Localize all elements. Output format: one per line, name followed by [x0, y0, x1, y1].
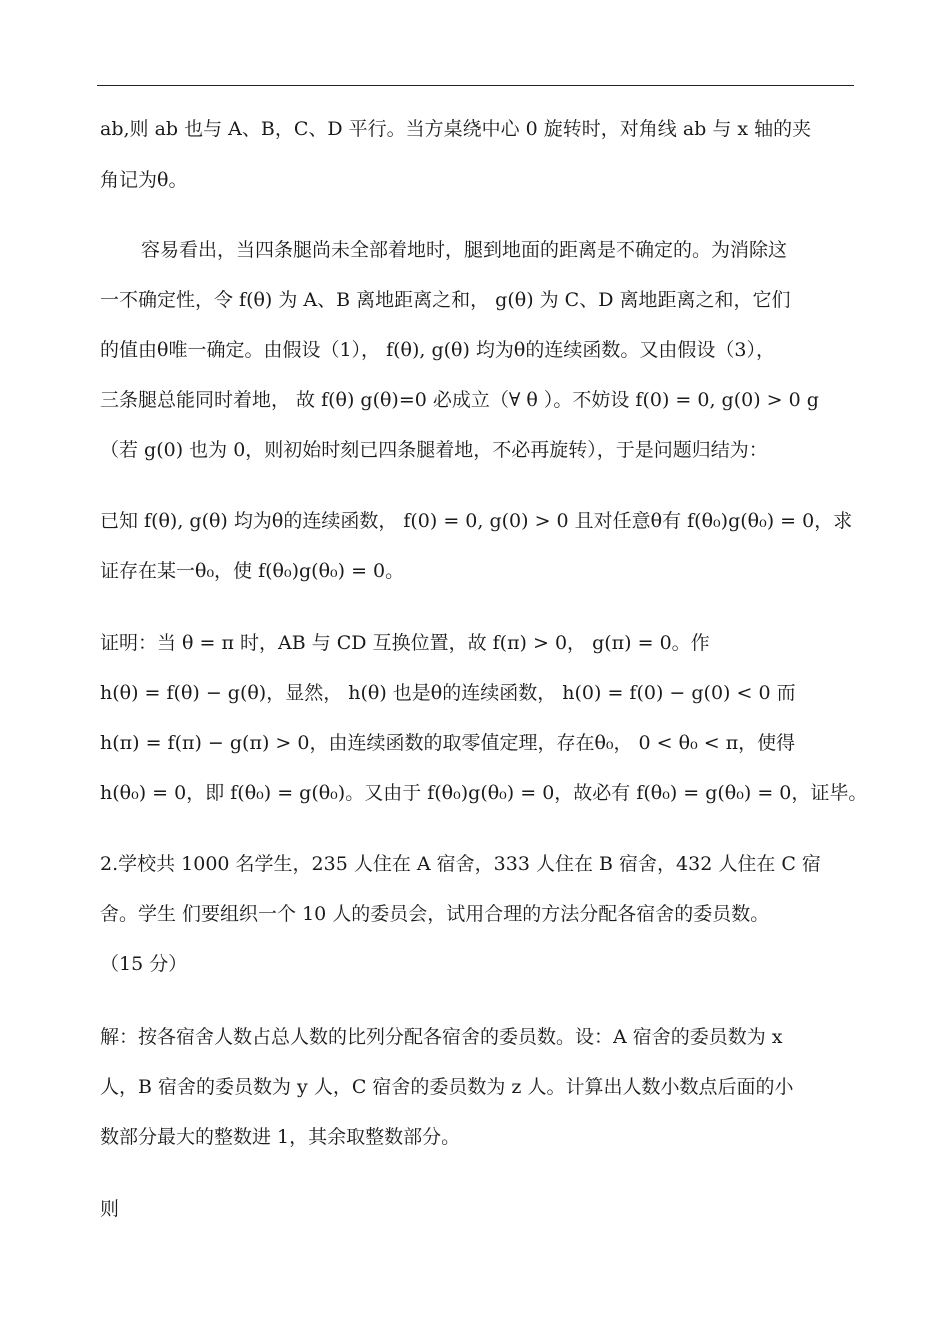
text-line: 人，B 宿舍的委员数为 y 人，C 宿舍的委员数为 z 人。计算出人数小数点后面的小 [100, 1076, 794, 1098]
text-line: h(π) = f(π) − g(π) > 0，由连续函数的取零值定理，存在θ₀， 0 < θ₀ < π，使得 [100, 732, 796, 754]
text-line: 则 [100, 1198, 120, 1220]
text-line: 容易看出，当四条腿尚未全部着地时，腿到地面的距离是不确定的。为消除这 [141, 239, 788, 261]
text-line: 三条腿总能同时着地， 故 f(θ) g(θ)=0 必成立（∀ θ ）。不妨设 f(0) = 0, g(0) > 0 g [100, 389, 819, 411]
text-line: 解：按各宿舍人数占总人数的比列分配各宿舍的委员数。设：A 宿舍的委员数为 x [100, 1026, 783, 1048]
text-line: 数部分最大的整数进 1，其余取整数部分。 [100, 1126, 461, 1148]
text-line: 的值由θ唯一确定。由假设（1）， f(θ), g(θ) 均为θ的连续函数。又由假设（3）， [100, 339, 775, 361]
text-line: （15 分） [100, 953, 188, 975]
text-line: 一不确定性，令 f(θ) 为 A、B 离地距离之和， g(θ) 为 C、D 离地距离之和，它们 [100, 289, 791, 311]
text-line: h(θ₀) = 0，即 f(θ₀) = g(θ₀)。又由于 f(θ₀)g(θ₀) = 0，故必有 f(θ₀) = g(θ₀) = 0，证毕。 [100, 782, 868, 804]
text-line: （若 g(0) 也为 0，则初始时刻已四条腿着地，不必再旋转），于是问题归结为： [100, 439, 768, 461]
text-line: 舍。学生 们要组织一个 10 人的委员会，试用合理的方法分配各宿舍的委员数。 [100, 903, 770, 925]
text-line: 2.学校共 1000 名学生，235 人住在 A 宿舍，333 人住在 B 宿舍，432 人住在 C 宿 [100, 853, 821, 875]
text-line: ab,则 ab 也与 A、B，C、D 平行。当方桌绕中心 0 旋转时，对角线 ab 与 x 轴的夹 [100, 118, 812, 140]
text-line: h(θ) = f(θ) − g(θ)，显然， h(θ) 也是θ的连续函数， h(0) = f(0) − g(0) < 0 而 [100, 682, 796, 704]
header-rule [97, 85, 854, 86]
text-line: 已知 f(θ), g(θ) 均为θ的连续函数， f(0) = 0, g(0) > 0 且对任意θ有 f(θ₀)g(θ₀) = 0，求 [100, 510, 853, 532]
text-line: 证存在某一θ₀，使 f(θ₀)g(θ₀) = 0。 [100, 560, 405, 582]
text-line: 证明：当 θ = π 时，AB 与 CD 互换位置，故 f(π) > 0， g(π) = 0。作 [100, 632, 710, 654]
text-line: 角记为θ。 [100, 169, 188, 191]
